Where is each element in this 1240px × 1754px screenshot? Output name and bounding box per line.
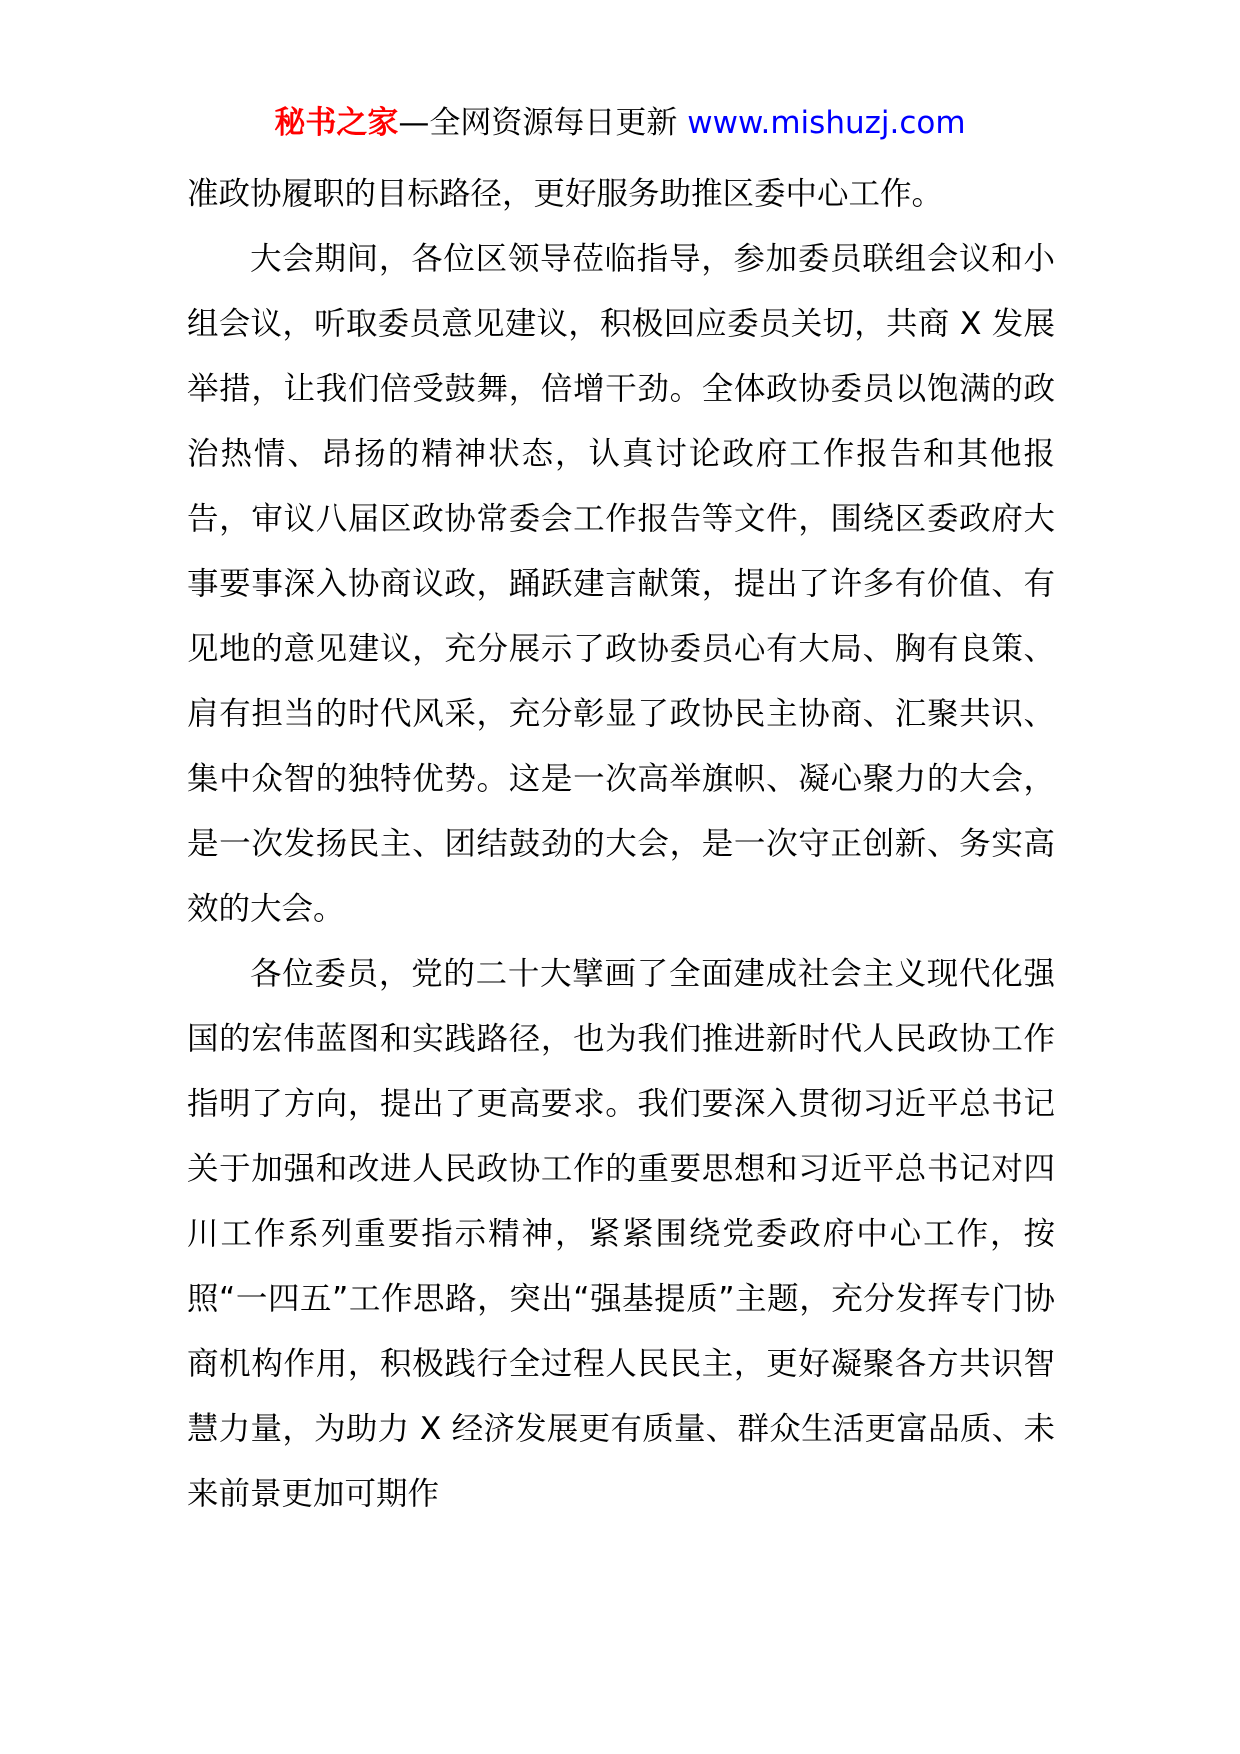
- paragraph-members: 各位委员，党的二十大擘画了全面建成社会主义现代化强国的宏伟蓝图和实践路径，也为我们推进新时代人民政协工作指明了方向，提出了更高要求。我们要深入贯彻习近平总书记关于加强和改进人民政协工作的重要思想和习近平总书记对四川工作系列重要指示精神，紧紧围绕党委政府中心工作，按照“一四五”工作思路，突出“强基提质”主题，充分发挥专门协商机构作用，积极践行全过程人民民主，更好凝聚各方共识智慧力量，为助力 X 经济发展更有质量、群众生活更富品质、未来前景更加可期作: [187, 956, 1055, 1512]
- brand-name: 秘书之家: [274, 105, 399, 141]
- paragraph-continued: 准政协履职的目标路径，更好服务助推区委中心工作。: [187, 176, 944, 212]
- page-header: [0, 98, 1240, 148]
- site-url-link[interactable]: www.mishuzj.com: [687, 105, 966, 141]
- document-body: [187, 162, 1055, 1527]
- paragraph-conference: 大会期间，各位区领导莅临指导，参加委员联组会议和小组会议，听取委员意见建议，积极回应委员关切，共商 X 发展举措，让我们倍受鼓舞，倍增干劲。全体政协委员以饱满的政治热情、昂扬的精神状态，认真讨论政府工作报告和其他报告，审议八届区政协常委会工作报告等文件，围绕区委政府大事要事深入协商议政，踊跃建言献策，提出了许多有价值、有见地的意见建议，充分展示了政协委员心有大局、胸有良策、肩有担当的时代风采，充分彰显了政协民主协商、汇聚共识、集中众智的独特优势。这是一次高举旗帜、凝心聚力的大会，是一次发扬民主、团结鼓劲的大会，是一次守正创新、务实高效的大会。: [187, 241, 1055, 927]
- header-tagline: —全网资源每日更新: [398, 105, 678, 141]
